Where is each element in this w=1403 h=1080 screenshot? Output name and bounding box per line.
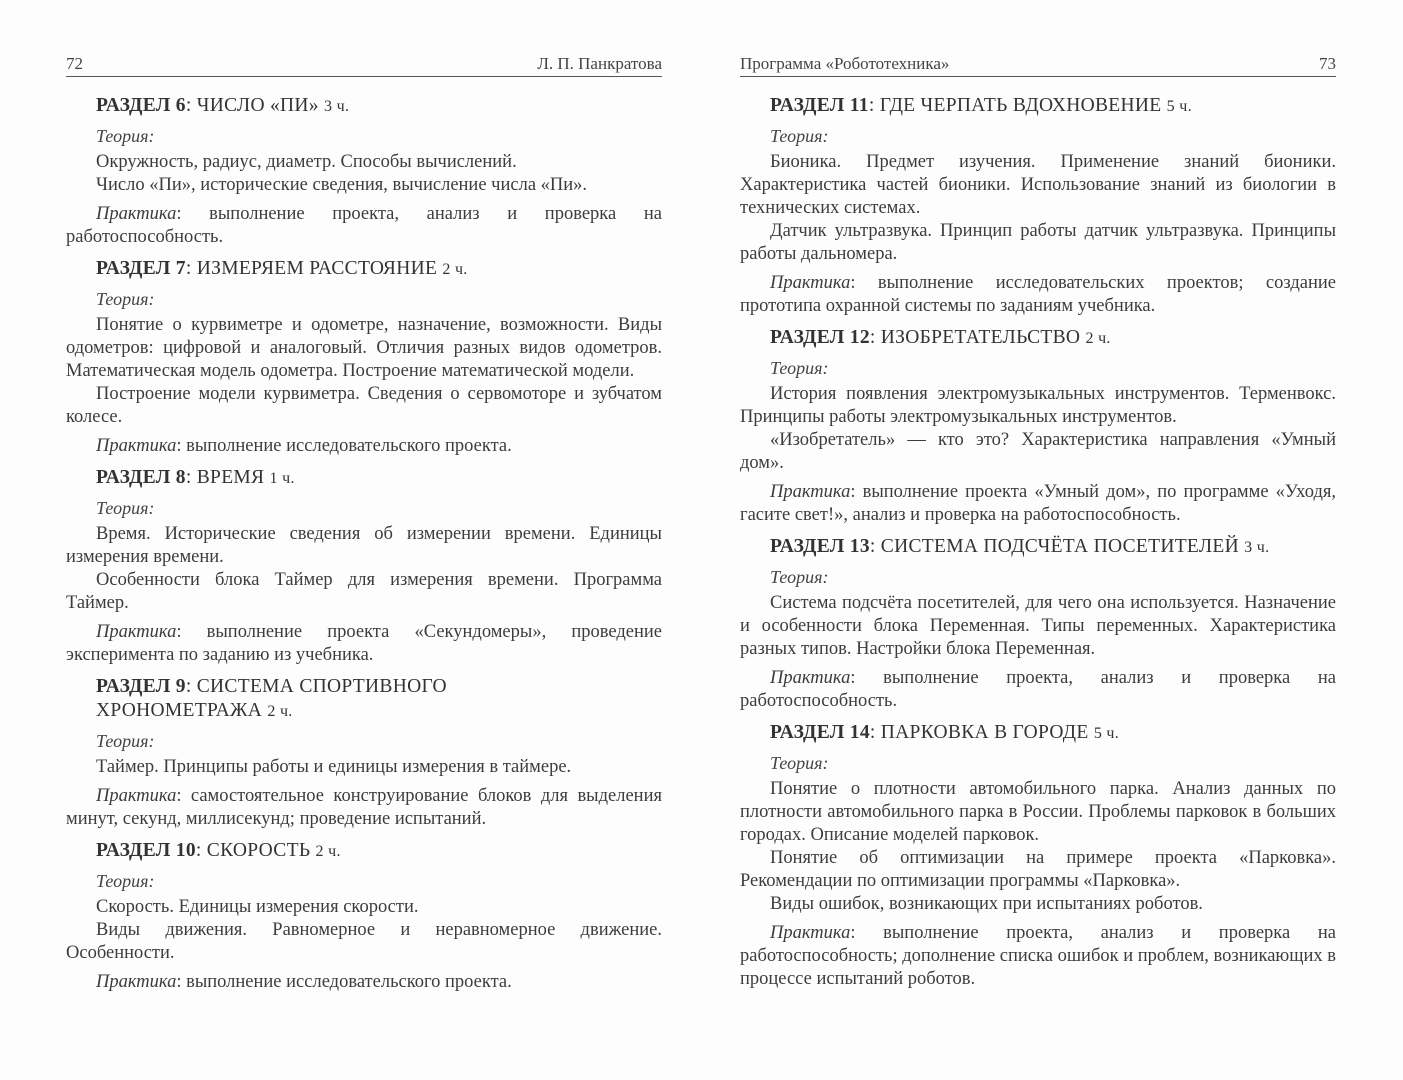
section-title: : ЧИСЛО «ПИ»: [185, 95, 325, 116]
course-section: [740, 535, 1336, 713]
running-head: [740, 50, 1336, 77]
theory-paragraph: Окружность, радиус, диаметр. Способы вычислений.: [96, 152, 517, 172]
practice-paragraph: [740, 667, 1336, 713]
theory-paragraph: Понятие об оптимизации на примере проекта «Парковка». Рекомендации по оптимизации программы «Парковка».: [740, 848, 1336, 891]
left-page: [66, 0, 662, 1080]
section-hours: 3 ч.: [1244, 539, 1270, 556]
practice-text: : выполнение проекта, анализ и проверка на работоспособность.: [66, 204, 662, 247]
theory-label: Теория:: [770, 126, 829, 146]
theory-label: Теория:: [96, 498, 155, 518]
section-heading: [96, 675, 512, 724]
theory-paragraph: Датчик ультразвука. Принцип работы датчик ультразвука. Принципы работы дальномера.: [740, 221, 1336, 264]
practice-paragraph: [66, 621, 662, 667]
program-title: Программа «Робототехника»: [740, 54, 950, 73]
theory-label: Теория:: [96, 731, 155, 751]
section-heading: [770, 326, 1336, 351]
course-section: [66, 675, 662, 831]
practice-label: Практика: [96, 204, 177, 224]
theory-paragraph: Построение модели курвиметра. Сведения о сервомоторе и зубчатом колесе.: [66, 384, 662, 427]
practice-paragraph: [66, 435, 662, 458]
page-content: [740, 86, 1336, 999]
section-hours: 3 ч.: [324, 98, 350, 115]
section-number: РАЗДЕЛ 11: [770, 95, 869, 116]
course-section: [66, 257, 662, 458]
page-content: [66, 86, 662, 1002]
page-number: 73: [1319, 54, 1336, 73]
section-hours: 2 ч.: [267, 703, 293, 720]
section-heading: [770, 535, 1336, 560]
section-heading: [96, 257, 662, 282]
theory-paragraph: Число «Пи», исторические сведения, вычисление числа «Пи».: [96, 175, 588, 195]
theory-paragraph: Виды движения. Равномерное и неравномерное движение. Особенности.: [66, 920, 662, 963]
theory-paragraph: Особенности блока Таймер для измерения времени. Программа Таймер.: [66, 570, 662, 613]
theory-paragraph: Таймер. Принципы работы и единицы измерения в таймере.: [96, 757, 572, 777]
theory-paragraph: Система подсчёта посетителей, для чего она используется. Назначение и особенности блока Переменная. Типы переменных. Характеристика разных типов. Настройки блока Переменная.: [740, 593, 1336, 659]
practice-paragraph: [740, 272, 1336, 318]
right-page: [740, 0, 1336, 1080]
course-section: [66, 839, 662, 994]
practice-label: Практика: [770, 923, 851, 943]
theory-label: Теория:: [770, 753, 829, 773]
practice-text: : выполнение проекта, анализ и проверка на работоспособность.: [740, 668, 1336, 711]
theory-paragraph: Время. Исторические сведения об измерении времени. Единицы измерения времени.: [66, 524, 662, 567]
section-title: : ПАРКОВКА В ГОРОДЕ: [869, 722, 1094, 743]
page-number: 72: [66, 54, 83, 73]
theory-paragraph: История появления электромузыкальных инструментов. Терменвокс. Принципы работы электромузыкальных инструментов.: [740, 384, 1336, 427]
theory-label: Теория:: [96, 871, 155, 891]
section-number: РАЗДЕЛ 14: [770, 722, 870, 743]
practice-text: : выполнение исследовательского проекта.: [176, 436, 512, 456]
course-section: [740, 326, 1336, 527]
practice-label: Практика: [96, 972, 177, 992]
practice-paragraph: [740, 922, 1336, 991]
section-title: : ИЗОБРЕТАТЕЛЬСТВО: [869, 327, 1086, 348]
theory-paragraph: «Изобретатель» — кто это? Характеристика направления «Умный дом».: [740, 430, 1336, 473]
section-number: РАЗДЕЛ 6: [96, 95, 186, 116]
practice-label: Практика: [96, 436, 177, 456]
section-number: РАЗДЕЛ 8: [96, 467, 186, 488]
section-title: : ИЗМЕРЯЕМ РАССТОЯНИЕ: [185, 258, 443, 279]
theory-label: Теория:: [770, 567, 829, 587]
practice-text: : выполнение исследовательского проекта.: [176, 972, 512, 992]
course-section: [66, 94, 662, 249]
section-number: РАЗДЕЛ 10: [96, 840, 196, 861]
practice-paragraph: [740, 481, 1336, 527]
section-number: РАЗДЕЛ 7: [96, 258, 186, 279]
course-section: [740, 721, 1336, 991]
practice-label: Практика: [770, 668, 851, 688]
section-hours: 1 ч.: [269, 470, 295, 487]
author-name: Л. П. Панкратова: [537, 54, 662, 73]
practice-paragraph: [66, 785, 662, 831]
section-number: РАЗДЕЛ 13: [770, 536, 870, 557]
theory-paragraph: Понятие о курвиметре и одометре, назначение, возможности. Виды одометров: цифровой и аналоговый. Отличия разных видов одометров. Математическая модель одометра. Построение математической модели.: [66, 315, 662, 381]
practice-label: Практика: [770, 482, 851, 502]
practice-text: : выполнение проекта «Умный дом», по программе «Уходя, гасите свет!», анализ и проверка на работоспособность.: [740, 482, 1336, 525]
practice-text: : выполнение проекта, анализ и проверка на работоспособность; дополнение списка ошибок и проблем, возникающих в процессе испытаний роботов.: [740, 923, 1336, 989]
section-title: : ВРЕМЯ: [185, 467, 270, 488]
practice-label: Практика: [96, 622, 177, 642]
section-heading: [96, 839, 662, 864]
section-title: : СИСТЕМА ПОДСЧЁТА ПОСЕТИТЕЛЕЙ: [869, 536, 1245, 557]
section-title: : ГДЕ ЧЕРПАТЬ ВДОХНОВЕНИЕ: [868, 95, 1167, 116]
course-section: [740, 94, 1336, 318]
practice-label: Практика: [96, 786, 177, 806]
practice-text: : выполнение проекта «Секундомеры», проведение эксперимента по заданию из учебника.: [66, 622, 662, 665]
practice-paragraph: [66, 203, 662, 249]
practice-text: : выполнение исследовательских проектов; создание прототипа охранной системы по заданиям учебника.: [740, 273, 1336, 316]
section-title: : СКОРОСТЬ: [195, 840, 316, 861]
section-heading: [770, 94, 1336, 119]
section-hours: 5 ч.: [1166, 98, 1192, 115]
running-head: [66, 50, 662, 77]
theory-label: Теория:: [770, 358, 829, 378]
section-heading: [770, 721, 1336, 746]
theory-paragraph: Виды ошибок, возникающих при испытаниях роботов.: [770, 894, 1203, 914]
section-title: : СИСТЕМА СПОРТИВНОГО ХРОНОМЕТРАЖА: [96, 676, 447, 721]
section-hours: 2 ч.: [315, 843, 341, 860]
theory-paragraph: Скорость. Единицы измерения скорости.: [96, 897, 419, 917]
practice-label: Практика: [770, 273, 851, 293]
section-heading: [96, 466, 662, 491]
section-hours: 2 ч.: [1085, 330, 1111, 347]
practice-paragraph: [66, 971, 662, 994]
theory-label: Теория:: [96, 126, 155, 146]
section-hours: 2 ч.: [442, 261, 468, 278]
course-section: [66, 466, 662, 667]
section-heading: [96, 94, 662, 119]
practice-text: : самостоятельное конструирование блоков для выделения минут, секунд, миллисекунд; проведение испытаний.: [66, 786, 662, 829]
section-number: РАЗДЕЛ 12: [770, 327, 870, 348]
theory-paragraph: Понятие о плотности автомобильного парка. Анализ данных по плотности автомобильного парка в России. Проблемы парковок в больших городах. Описание моделей парковок.: [740, 779, 1336, 845]
theory-paragraph: Бионика. Предмет изучения. Применение знаний бионики. Характеристика частей бионики. Использование знаний из биологии в технических системах.: [740, 152, 1336, 218]
theory-label: Теория:: [96, 289, 155, 309]
section-hours: 5 ч.: [1093, 725, 1120, 742]
section-number: РАЗДЕЛ 9: [96, 676, 186, 697]
